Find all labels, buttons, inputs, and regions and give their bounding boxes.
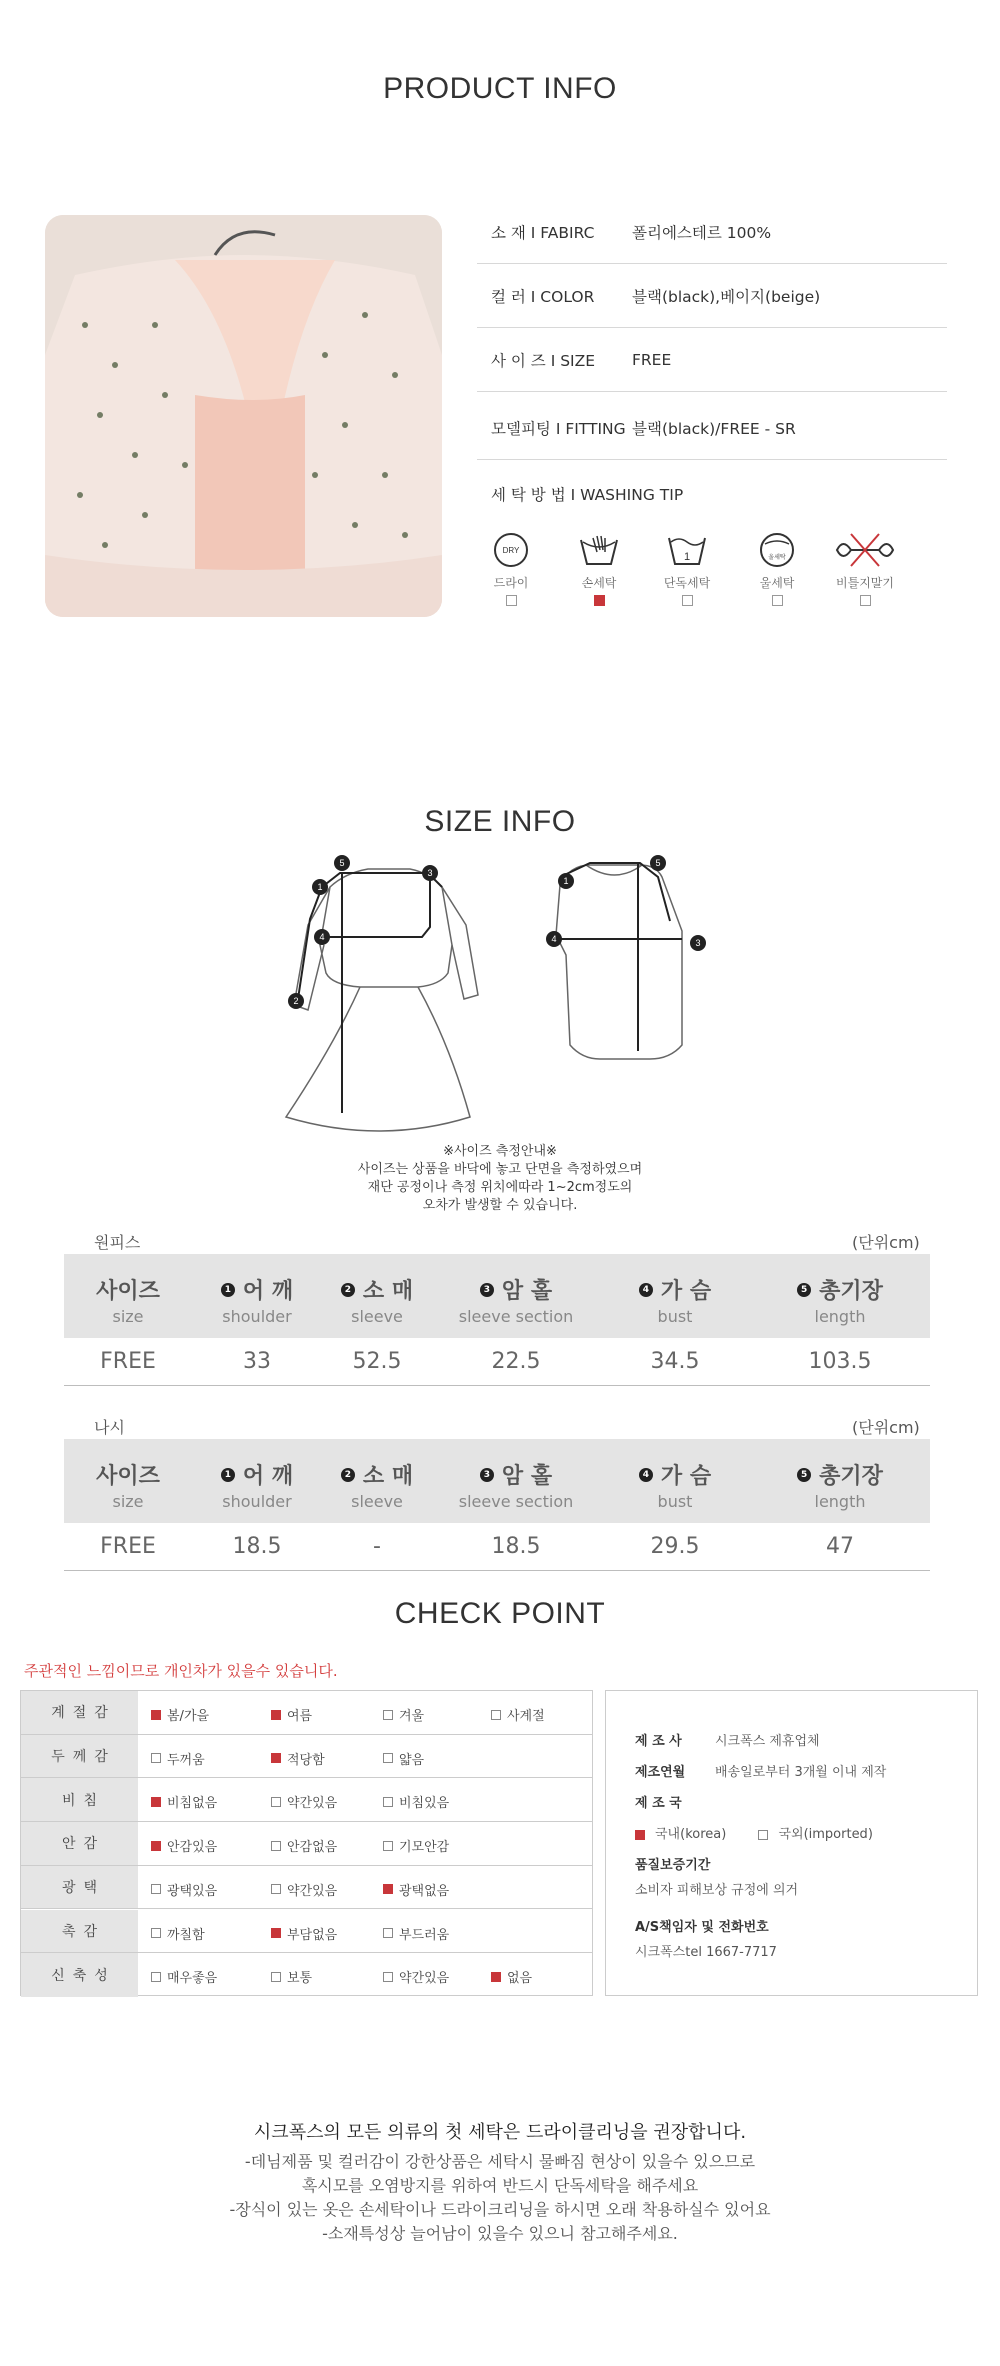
manufacturer-info — [605, 1690, 978, 1996]
check-row-label: 안감 — [21, 1822, 138, 1865]
cell-length: 103.5 — [808, 1349, 872, 1374]
check-option[interactable] — [383, 1967, 449, 1986]
check-option-label: 사계절 — [507, 1709, 545, 1724]
size-table-onepiece — [64, 1254, 930, 1386]
check-option-box[interactable] — [151, 1753, 161, 1763]
check-row — [21, 1735, 592, 1779]
col-num-1: 1 — [221, 1468, 235, 1482]
size-info-title: SIZE INFO — [424, 805, 576, 838]
check-option-label: 매우좋음 — [167, 1971, 218, 1987]
marker-1: 1 — [317, 882, 323, 892]
wash-item-dry — [475, 530, 547, 606]
warranty-value: 소비자 피해보상 규정에 의거 — [635, 1883, 799, 1898]
check-option-box[interactable] — [271, 1710, 281, 1720]
table-row — [64, 1338, 930, 1386]
check-option[interactable] — [383, 1836, 449, 1855]
check-option[interactable] — [151, 1792, 217, 1811]
check-point-note: 주관적인 느낌이므로 개인차가 있을수 있습니다. — [24, 1662, 338, 1680]
fitting-value: 블랙(black)/FREE - SR — [632, 419, 796, 438]
check-option-label: 두꺼움 — [167, 1752, 205, 1768]
check-option[interactable] — [491, 1705, 545, 1724]
check-option[interactable] — [271, 1967, 312, 1986]
check-option-box[interactable] — [383, 1841, 393, 1851]
date-label: 제조연월 — [635, 1765, 686, 1780]
table-caption-sleeveless: 나시 — [94, 1418, 125, 1437]
check-option[interactable] — [383, 1792, 449, 1811]
unit-label-onepiece: (단위cm) — [852, 1233, 920, 1252]
country-label: 제 조 국 — [635, 1796, 682, 1811]
color-label: 컬 러 I COLOR — [491, 287, 595, 306]
check-option-label: 약간있음 — [287, 1883, 338, 1899]
col-shoulder-ko: 어 깨 — [242, 1279, 294, 1304]
cell-armhole: 22.5 — [491, 1349, 541, 1374]
check-row — [21, 1822, 592, 1866]
check-option-label: 약간있음 — [399, 1971, 450, 1987]
wash-item-nowring — [829, 530, 901, 606]
col-armhole-en: sleeve section — [458, 1492, 574, 1511]
check-option-box[interactable] — [151, 1841, 161, 1851]
check-option-box[interactable] — [271, 1797, 281, 1807]
check-option-label: 기모안감 — [399, 1840, 450, 1856]
cell-sleeve: - — [373, 1534, 381, 1559]
check-option[interactable] — [271, 1836, 337, 1855]
check-option-label: 비침있음 — [399, 1796, 450, 1812]
marker-2: 2 — [293, 996, 299, 1006]
check-option[interactable] — [151, 1924, 205, 1943]
wash-checkbox-nowring[interactable] — [860, 595, 871, 606]
col-sleeve-en: sleeve — [351, 1307, 403, 1326]
col-sleeve-en: sleeve — [351, 1492, 403, 1511]
wash-checkbox-wool[interactable] — [772, 595, 783, 606]
note-line-3: 재단 공정이나 측정 위치에따라 1~2cm정도의 — [367, 1180, 633, 1195]
wash-checkbox-separate[interactable] — [682, 595, 693, 606]
check-option-label: 광택없음 — [399, 1883, 450, 1899]
col-bust-ko: 가 슴 — [660, 1279, 712, 1304]
wash-checkbox-hand[interactable] — [594, 595, 605, 606]
marker-5: 5 — [339, 858, 345, 868]
check-option-box[interactable] — [383, 1972, 393, 1982]
country-imported-checkbox[interactable] — [758, 1830, 768, 1840]
note-line-1: ※사이즈 측정안내※ — [443, 1144, 557, 1159]
marker-1b: 1 — [563, 876, 569, 886]
info-row-fitting — [477, 396, 947, 460]
check-option[interactable] — [491, 1967, 532, 1986]
note-line-2: 사이즈는 상품을 바닥에 놓고 단면을 측정하였으며 — [357, 1162, 643, 1177]
check-option-label: 얇음 — [399, 1752, 425, 1768]
check-option-box[interactable] — [383, 1753, 393, 1763]
col-bust-en: bust — [657, 1307, 693, 1326]
cell-bust: 29.5 — [650, 1534, 700, 1559]
check-row-label: 신축성 — [21, 1953, 138, 1997]
col-size-ko: 사이즈 — [96, 1464, 160, 1489]
note-line-4: 오차가 발생할 수 있습니다. — [422, 1198, 578, 1213]
check-option[interactable] — [271, 1924, 337, 1943]
check-option-label: 봄/가을 — [167, 1709, 210, 1724]
separate-wash-icon — [665, 530, 709, 570]
col-num-3: 3 — [480, 1283, 494, 1297]
sleeveless-measure-lines — [556, 863, 682, 1051]
check-option-box[interactable] — [491, 1972, 501, 1982]
size-label: 사 이 즈 I SIZE — [491, 351, 596, 370]
col-length-en: length — [814, 1492, 866, 1511]
col-bust-en: bust — [657, 1492, 693, 1511]
col-num-3: 3 — [480, 1468, 494, 1482]
check-option-box[interactable] — [383, 1884, 393, 1894]
check-row — [21, 1910, 592, 1954]
wash-checkbox-dry[interactable] — [506, 595, 517, 606]
check-option[interactable] — [271, 1792, 337, 1811]
separate-icon-text: 1 — [683, 551, 691, 563]
wash-label-nowring: 비틀지말기 — [836, 576, 894, 590]
size-table-sleeveless — [64, 1439, 930, 1571]
as-value: 시크폭스tel 1667-7717 — [635, 1945, 777, 1960]
check-option[interactable] — [151, 1836, 217, 1855]
check-option[interactable] — [383, 1880, 449, 1899]
col-size-en: size — [112, 1307, 144, 1326]
product-info-title: PRODUCT INFO — [383, 72, 617, 105]
size-value: FREE — [632, 350, 672, 369]
cell-length: 47 — [826, 1534, 854, 1559]
check-row-label: 계절감 — [21, 1691, 138, 1734]
col-armhole-en: sleeve section — [458, 1307, 574, 1326]
dry-icon-text: DRY — [502, 546, 520, 555]
hand-wash-icon — [577, 530, 621, 570]
wash-label-wool: 울세탁 — [759, 576, 795, 590]
cell-size: FREE — [100, 1349, 156, 1374]
cell-sleeve: 52.5 — [352, 1349, 402, 1374]
product-photo — [45, 215, 442, 617]
table-row — [64, 1523, 930, 1571]
closing-line-2: 혹시모를 오염방지를 위하여 반드시 단독세탁을 해주세요 — [301, 2176, 699, 2195]
info-row-color — [477, 264, 947, 328]
check-option-label: 보통 — [287, 1971, 313, 1987]
marker-4: 4 — [319, 932, 325, 942]
check-option-label: 비침없음 — [167, 1796, 218, 1812]
check-option-box[interactable] — [151, 1884, 161, 1894]
check-option-label: 부담없음 — [287, 1927, 338, 1943]
check-option-box[interactable] — [491, 1710, 501, 1720]
wash-label-dry: 드라이 — [493, 576, 529, 590]
info-row-fabric — [477, 200, 947, 264]
check-option-label: 적당함 — [287, 1752, 325, 1768]
check-row-label: 두께감 — [21, 1735, 138, 1778]
check-option[interactable] — [271, 1880, 337, 1899]
fitting-label: 모델피팅 I FITTING — [491, 419, 626, 438]
country-korea-checkbox[interactable] — [635, 1830, 645, 1840]
wash-item-hand — [563, 530, 635, 606]
cell-size: FREE — [100, 1534, 156, 1559]
col-num-1: 1 — [221, 1283, 235, 1297]
check-option-label: 겨울 — [399, 1709, 425, 1724]
wool-wash-icon — [755, 530, 799, 570]
check-option[interactable] — [383, 1749, 424, 1768]
check-option-box[interactable] — [271, 1972, 281, 1982]
check-option-label: 안감있음 — [167, 1840, 218, 1856]
wash-item-separate — [651, 530, 723, 606]
check-point-table — [20, 1690, 593, 1996]
date-value: 배송일로부터 3개월 이내 제작 — [715, 1765, 887, 1780]
country-imported-label: 국외(imported) — [778, 1827, 873, 1842]
col-sleeve-ko: 소 매 — [362, 1464, 414, 1489]
size-table-header — [64, 1439, 930, 1523]
check-row-label: 광택 — [21, 1866, 138, 1909]
check-row-label: 촉감 — [21, 1910, 138, 1953]
check-option-box[interactable] — [383, 1928, 393, 1938]
check-option-label: 광택있음 — [167, 1883, 218, 1899]
maker-label: 제 조 사 — [635, 1734, 682, 1749]
closing-line-3: -장식이 있는 옷은 손세탁이나 드라이크리닝을 하시면 오래 착용하실수 있어요 — [229, 2200, 771, 2219]
check-row-label: 비침 — [21, 1778, 138, 1821]
cell-bust: 34.5 — [650, 1349, 700, 1374]
check-option-box[interactable] — [383, 1710, 393, 1720]
maker-value: 시크폭스 제휴업체 — [715, 1734, 820, 1749]
unit-label-sleeveless: (단위cm) — [852, 1418, 920, 1437]
check-option-box[interactable] — [271, 1841, 281, 1851]
closing-notice — [0, 2118, 1000, 2246]
col-size-en: size — [112, 1492, 144, 1511]
check-option[interactable] — [151, 1705, 209, 1724]
check-option-label: 까칠함 — [167, 1927, 205, 1943]
check-option[interactable] — [151, 1880, 217, 1899]
fabric-label: 소 재 I FABIRC — [491, 223, 595, 242]
wash-item-wool — [741, 530, 813, 606]
check-row — [21, 1778, 592, 1822]
col-num-4: 4 — [639, 1468, 653, 1482]
col-num-4: 4 — [639, 1283, 653, 1297]
dress-photo-illustration — [45, 215, 442, 617]
check-option-label: 약간있음 — [287, 1796, 338, 1812]
check-option-box[interactable] — [151, 1972, 161, 1982]
closing-line-4: -소재특성상 늘어남이 있을수 있으니 참고해주세요. — [322, 2224, 678, 2243]
wash-label-hand: 손세탁 — [581, 576, 617, 590]
check-option-box[interactable] — [151, 1928, 161, 1938]
washing-tip-title: 세 탁 방 법 I WASHING TIP — [491, 486, 684, 504]
marker-5b: 5 — [655, 858, 661, 868]
as-label: A/S책임자 및 전화번호 — [635, 1920, 769, 1935]
check-option-box[interactable] — [271, 1753, 281, 1763]
check-option-box[interactable] — [151, 1710, 161, 1720]
no-wring-icon — [833, 530, 897, 570]
check-option-label: 여름 — [287, 1709, 313, 1724]
wash-label-separate: 단독세탁 — [663, 576, 711, 590]
dress-measure-lines — [298, 873, 442, 1113]
size-measure-note — [0, 1143, 1000, 1215]
wool-icon-text: 울세탁 — [768, 555, 786, 561]
check-option[interactable] — [383, 1705, 424, 1724]
check-option-label: 없음 — [507, 1971, 533, 1987]
col-shoulder-en: shoulder — [222, 1307, 292, 1326]
fabric-value: 폴리에스테르 100% — [632, 223, 772, 242]
marker-3: 3 — [427, 868, 433, 878]
color-value: 블랙(black),베이지(beige) — [632, 287, 821, 306]
warranty-label: 품질보증기간 — [635, 1858, 711, 1873]
check-option[interactable] — [151, 1749, 205, 1768]
check-point-title: CHECK POINT — [394, 1597, 606, 1630]
check-row — [21, 1953, 592, 1997]
size-diagram — [270, 845, 730, 1145]
col-num-2: 2 — [341, 1468, 355, 1482]
closing-headline: 시크폭스의 모든 의류의 첫 세탁은 드라이클리닝을 권장합니다. — [253, 2122, 747, 2143]
col-shoulder-en: shoulder — [222, 1492, 292, 1511]
col-num-5: 5 — [797, 1468, 811, 1482]
col-length-en: length — [814, 1307, 866, 1326]
col-sleeve-ko: 소 매 — [362, 1279, 414, 1304]
check-option[interactable] — [271, 1749, 325, 1768]
check-option-label: 안감없음 — [287, 1840, 338, 1856]
size-table-header — [64, 1254, 930, 1338]
check-option-box[interactable] — [151, 1797, 161, 1807]
info-row-size — [477, 328, 947, 392]
col-num-5: 5 — [797, 1283, 811, 1297]
col-bust-ko: 가 슴 — [660, 1464, 712, 1489]
col-armhole-ko: 암 홀 — [501, 1464, 553, 1489]
check-option-box[interactable] — [383, 1797, 393, 1807]
check-option[interactable] — [151, 1967, 217, 1986]
check-option[interactable] — [383, 1924, 449, 1943]
cell-shoulder: 33 — [243, 1349, 271, 1374]
col-size-ko: 사이즈 — [96, 1279, 160, 1304]
marker-3b: 3 — [695, 938, 701, 948]
col-armhole-ko: 암 홀 — [501, 1279, 553, 1304]
check-option-box[interactable] — [271, 1884, 281, 1894]
col-num-2: 2 — [341, 1283, 355, 1297]
country-korea-label: 국내(korea) — [655, 1827, 727, 1842]
table-caption-onepiece: 원피스 — [94, 1233, 141, 1252]
col-length-ko: 총기장 — [819, 1279, 883, 1304]
check-row — [21, 1691, 592, 1735]
col-length-ko: 총기장 — [819, 1464, 883, 1489]
closing-line-1: -데님제품 및 컬러감이 강한상품은 세탁시 물빠짐 현상이 있을수 있으므로 — [244, 2152, 756, 2171]
marker-4b: 4 — [551, 934, 557, 944]
check-option-box[interactable] — [271, 1928, 281, 1938]
check-option-label: 부드러움 — [399, 1927, 450, 1943]
check-option[interactable] — [271, 1705, 312, 1724]
dry-clean-icon — [489, 530, 533, 570]
col-shoulder-ko: 어 깨 — [242, 1464, 294, 1489]
check-row — [21, 1866, 592, 1910]
cell-shoulder: 18.5 — [232, 1534, 282, 1559]
cell-armhole: 18.5 — [491, 1534, 541, 1559]
